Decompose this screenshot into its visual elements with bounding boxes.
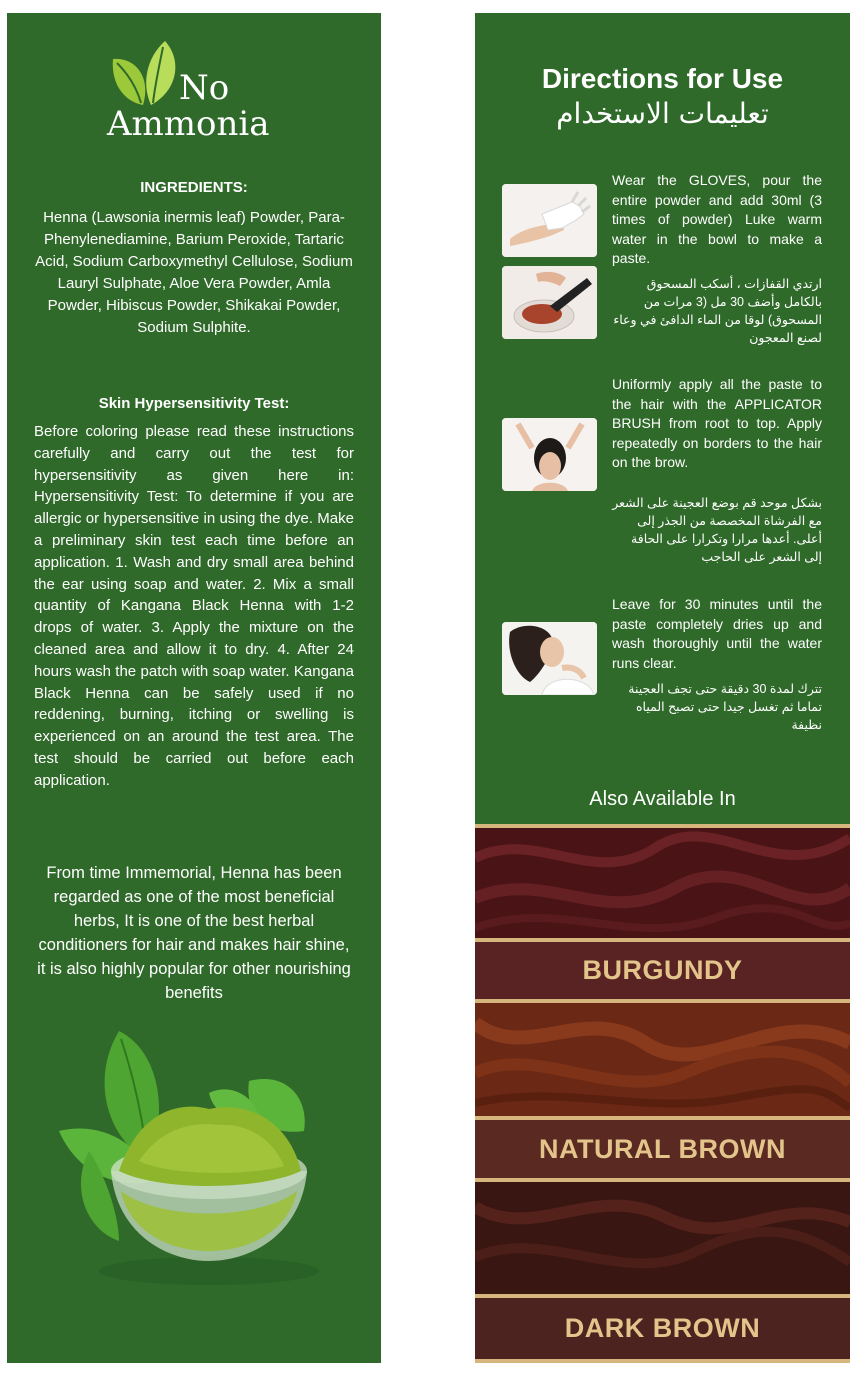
henna-description: From time Immemorial, Henna has been regarded as one of the most beneficial herbs, It is one of the best herbal conditioners for hair and makes hair shine, it is also highly popular for other nourishing benefits [37,864,351,1002]
step-3-text-arabic: تترك لمدة 30 دقيقة حتى تجف العجينة تماما ثم تغسل جيدا حتى تصبح المياه نظيفة [628,682,822,732]
step-3-text: Leave for 30 minutes until the paste completely dries up and wash thoroughly until the water runs clear. [612,596,822,671]
step-1-text-arabic: ارتدي القفازات ، أسكب المسحوق بالكامل وأضف 30 مل (3 مرات من المسحوق) لوقا من الماء الدافئ في وعاء لصنع المعجون [613,277,822,345]
dark-brown-hair-swatch [475,1182,850,1294]
also-available-heading: Also Available In [589,788,736,810]
skin-test-text: Before coloring please read these instructions carefully and carry out the test for hypersensitivity as given here in: Hypersensitivity Test: To determine if you are allergic or hypersensitive in using the dye. Make a preliminary skin test each time before an application. 1. Wash and dry small area behind the ear using soap and water. 2. Mix a small quantity of Kangana Black Henna with 1-2 drops of water. 3. Apply the mixture on the cleaned area and allow it to dry. 4. After 24 hours wash the patch with soap water. Kangana Black Henna can be safely used if no reddening, burning, itching or swelling is experienced on an around the test area. The test should be carried out before each application. [34,423,354,789]
step-2-text-arabic: بشكل موحد قم بوضع العجينة على الشعر مع الفرشاة المخصصة من الجذر إلى أعلى. أعدها مرارا وتكرارا على الحافة إلى الشعر على الحاجب [612,496,822,564]
left-panel [7,13,381,1363]
no-ammonia-logo [107,39,307,149]
applying-paste-image [502,418,597,491]
burgundy-hair-swatch [475,828,850,940]
logo-ammonia-text: Ammonia [107,104,270,144]
bowl-brush-image [502,266,597,339]
natural-brown-label: NATURAL BROWN [475,1116,850,1182]
gloves-image [502,184,597,257]
directions-title-arabic: تعليمات الاستخدام [556,97,769,130]
washing-hair-image [502,622,597,695]
ingredients-title: INGREDIENTS: [140,179,248,196]
burgundy-label: BURGUNDY [475,938,850,1003]
directions-title: Directions for Use [541,63,784,94]
logo-no-text: No [179,68,230,108]
step-2-text: Uniformly apply all the paste to the hair with the APPLICATOR BRUSH from root to top. Apply repeatedly on borders to the hair on the brow. [612,376,822,470]
right-panel [475,13,850,1363]
natural-brown-hair-swatch [475,1003,850,1116]
ingredients-text: Henna (Lawsonia inermis leaf) Powder, Para-Phenylenediamine, Barium Peroxide, Tartaric Acid, Sodium Carboxymethyl Cellulose, Sodium Lauryl Sulphate, Aloe Vera Powder, Amla Powder, Hibiscus Powder, Shikakai Powder, Sodium Sulphite. [35,209,353,336]
dark-brown-label: DARK BROWN [475,1294,850,1363]
skin-test-title: Skin Hypersensitivity Test: [98,395,290,412]
step-1-text: Wear the GLOVES, pour the entire powder and add 30ml (3 times of powder) Luke warm water in the bowl to make a paste. [612,172,822,266]
henna-bowl-image [59,1021,329,1291]
